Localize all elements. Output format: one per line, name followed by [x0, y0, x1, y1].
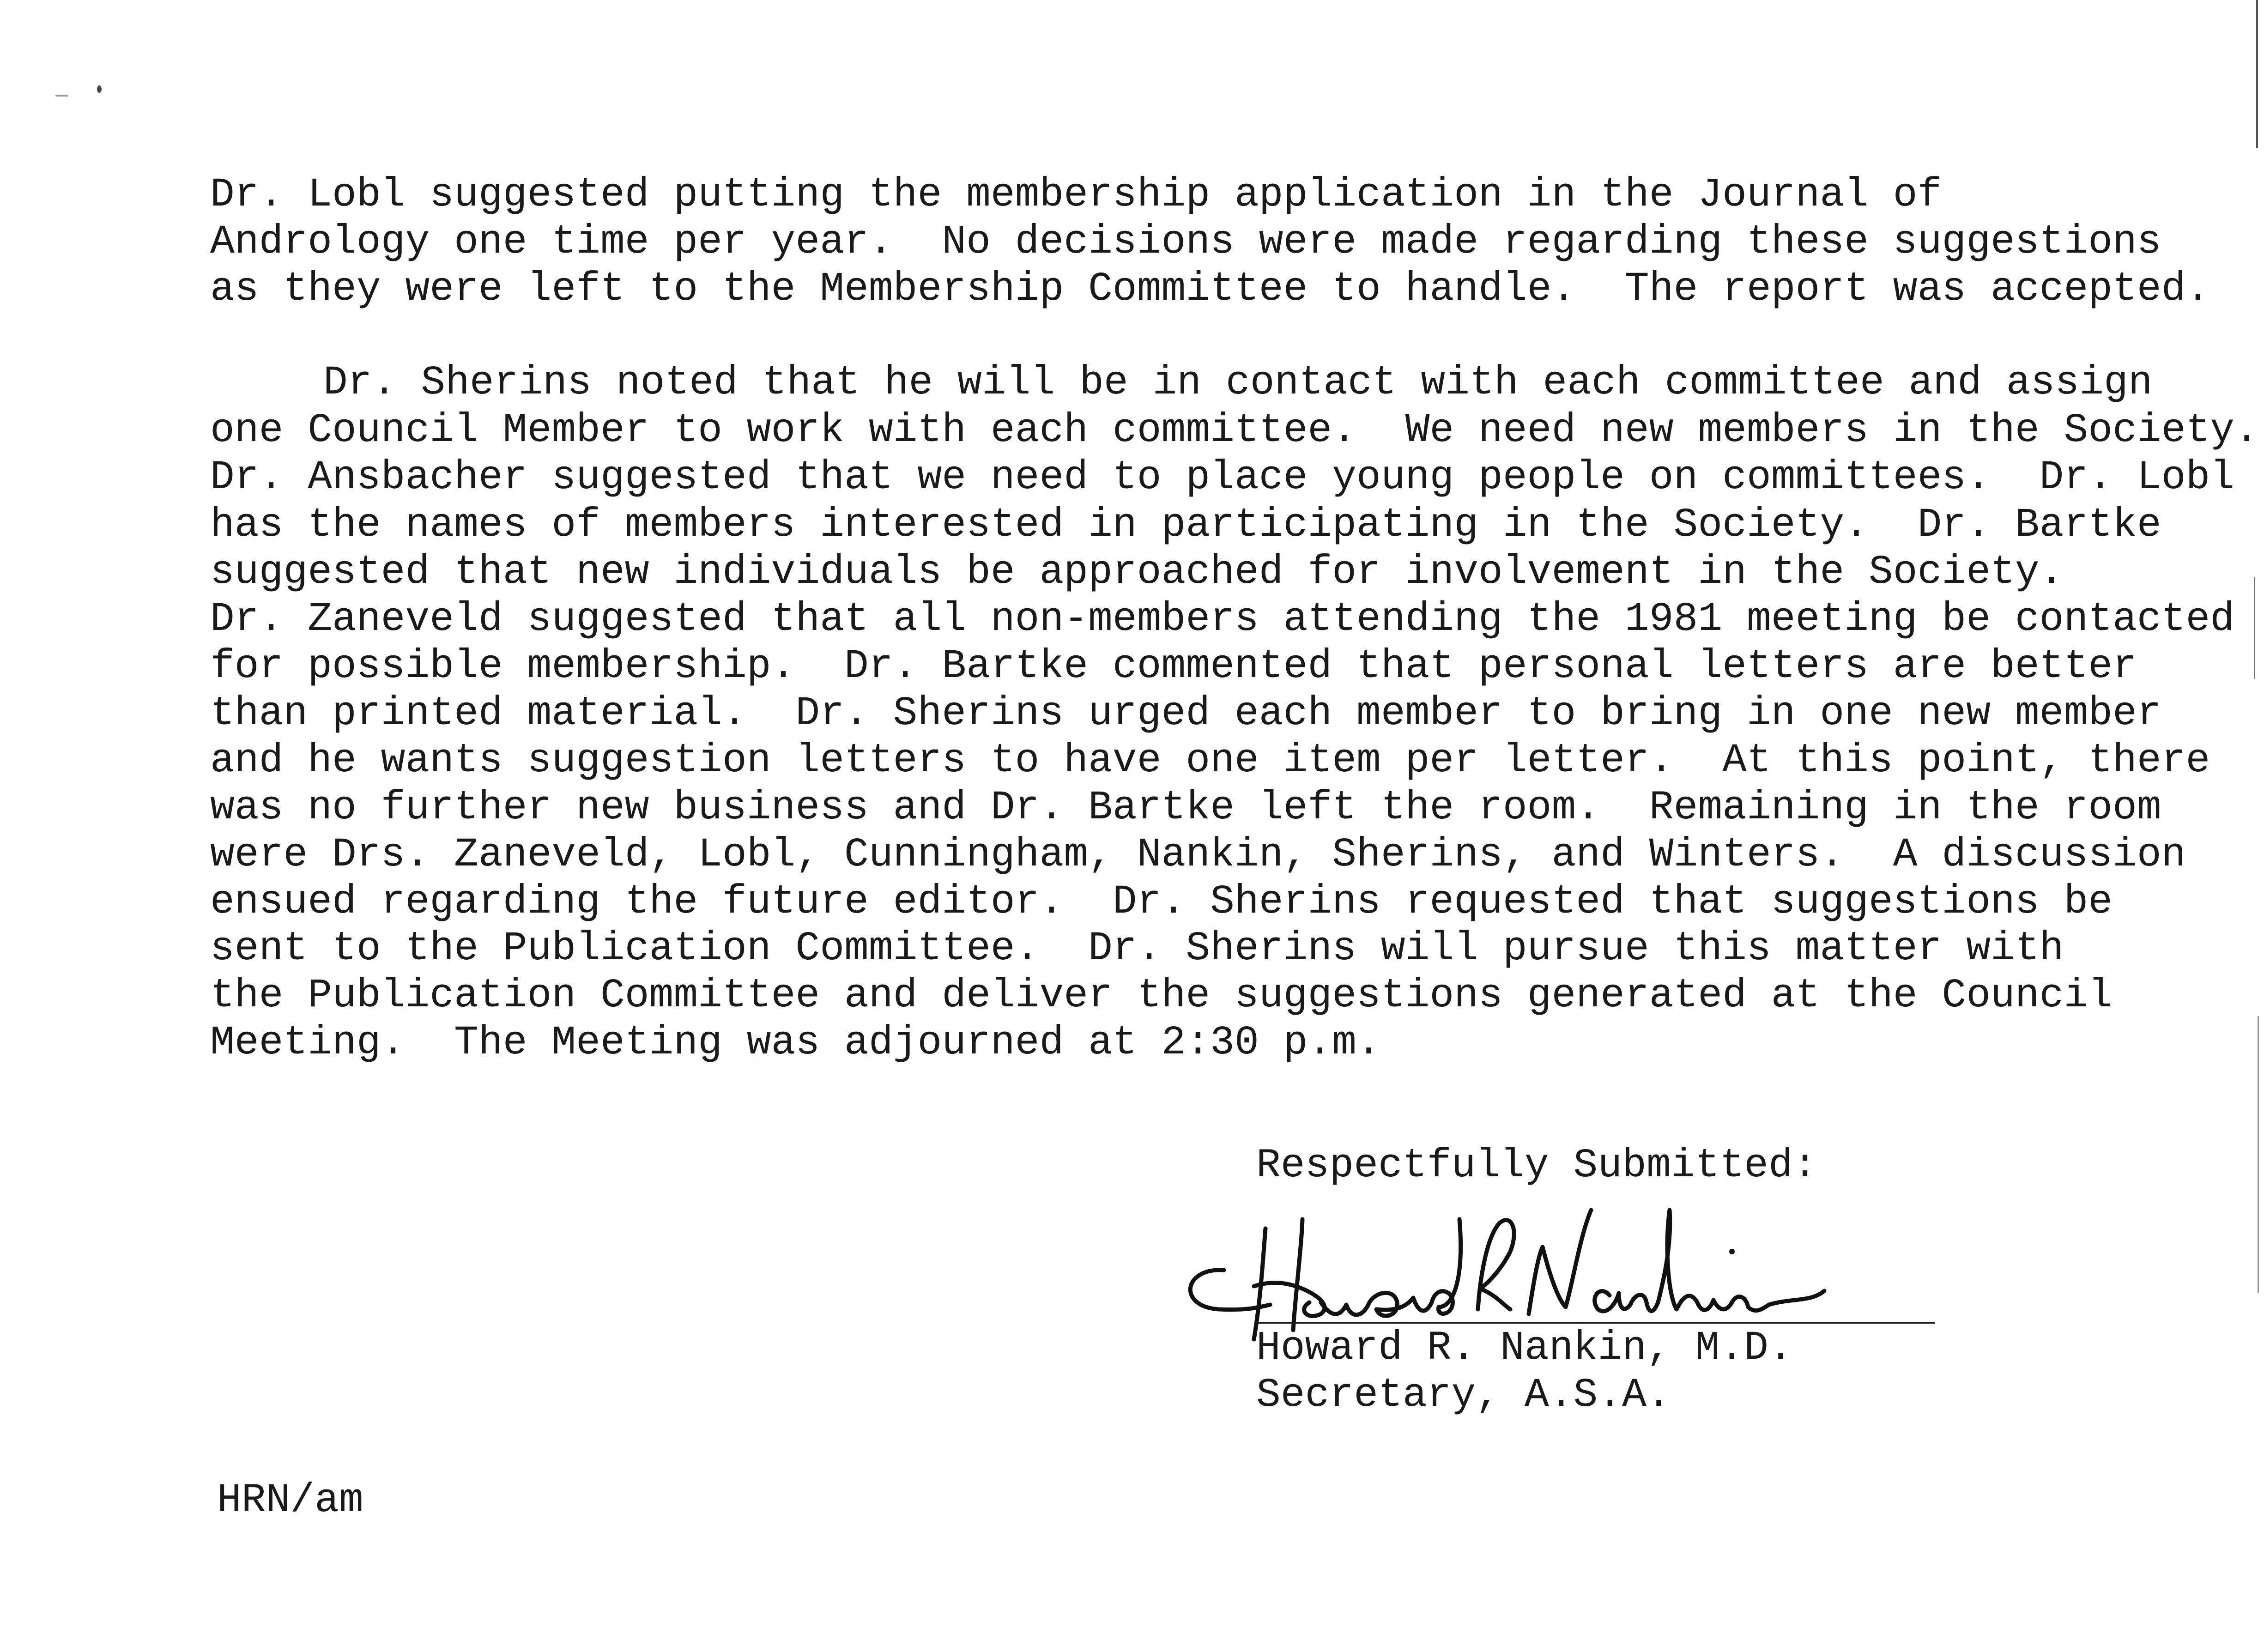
scan-edge-mark [2258, 1016, 2259, 1293]
signature-stroke [1254, 1283, 1325, 1316]
signature-stroke [1595, 1210, 1769, 1311]
handwritten-signature [1155, 1192, 1949, 1349]
closing-text: Respectfully Submitted: [1256, 1143, 1817, 1189]
paragraph2-line: the Publication Committee and deliver the suggestions generated at the Council [210, 973, 2113, 1019]
signature-stroke [1769, 1291, 1824, 1305]
paragraph2-line: Dr. Ansbacher suggested that we need to place young people on committees. Dr. Lobl [210, 455, 2235, 501]
scan-edge-mark [2254, 577, 2255, 679]
typist-initials: HRN/am [217, 1478, 363, 1524]
signature-stroke [1478, 1220, 1514, 1309]
signer-title: Secretary, A.S.A. [1256, 1373, 1671, 1418]
paragraph2-line: ensued regarding the future editor. Dr. Sherins requested that suggestions be [210, 879, 2113, 925]
signature-stroke [1321, 1219, 1461, 1316]
paragraph2-line: Meeting. The Meeting was adjourned at 2:30 p.m. [210, 1020, 1381, 1066]
paragraph1-line: as they were left to the Membership Committee to handle. The report was accepted. [210, 266, 2210, 312]
paragraph2-line: than printed material. Dr. Sherins urged each member to bring in one new member [210, 691, 2161, 737]
signature-stroke [1729, 1249, 1735, 1254]
paragraph2-line: were Drs. Zaneveld, Lobl, Cunningham, Nankin, Sherins, and Winters. A discussion [210, 832, 2186, 878]
paragraph2-line: was no further new business and Dr. Bartke left the room. Remaining in the room [210, 785, 2161, 831]
paragraph2-line: has the names of members interested in participating in the Society. Dr. Bartke [210, 502, 2161, 548]
signature-stroke [1529, 1210, 1591, 1314]
signature-underline [1256, 1322, 1935, 1324]
signer-name: Howard R. Nankin, M.D. [1256, 1325, 1793, 1371]
signature-stroke [1293, 1219, 1302, 1330]
paragraph2-line: one Council Member to work with each committee. We need new members in the Society. [210, 408, 2259, 454]
scan-speck [97, 85, 102, 93]
paragraph2-line: Dr. Zaneveld suggested that all non-members attending the 1981 meeting be contacted [210, 597, 2235, 642]
paragraph2-line: sent to the Publication Committee. Dr. Sherins will pursue this matter with [210, 926, 2064, 972]
scan-speck [55, 95, 68, 97]
paragraph2-line: for possible membership. Dr. Bartke commented that personal letters are better [210, 644, 2137, 690]
paragraph1-line: Andrology one time per year. No decisions were made regarding these suggestions [210, 219, 2161, 265]
paragraph2-line: Dr. Sherins noted that he will be in contact with each committee and assign [323, 360, 2153, 406]
paragraph2-line: suggested that new individuals be approached for involvement in the Society. [210, 550, 2064, 595]
scan-edge-mark [2256, 0, 2258, 148]
paragraph1-line: Dr. Lobl suggested putting the membership application in the Journal of [210, 172, 1942, 218]
paragraph2-line: and he wants suggestion letters to have one item per letter. At this point, there [210, 738, 2210, 784]
